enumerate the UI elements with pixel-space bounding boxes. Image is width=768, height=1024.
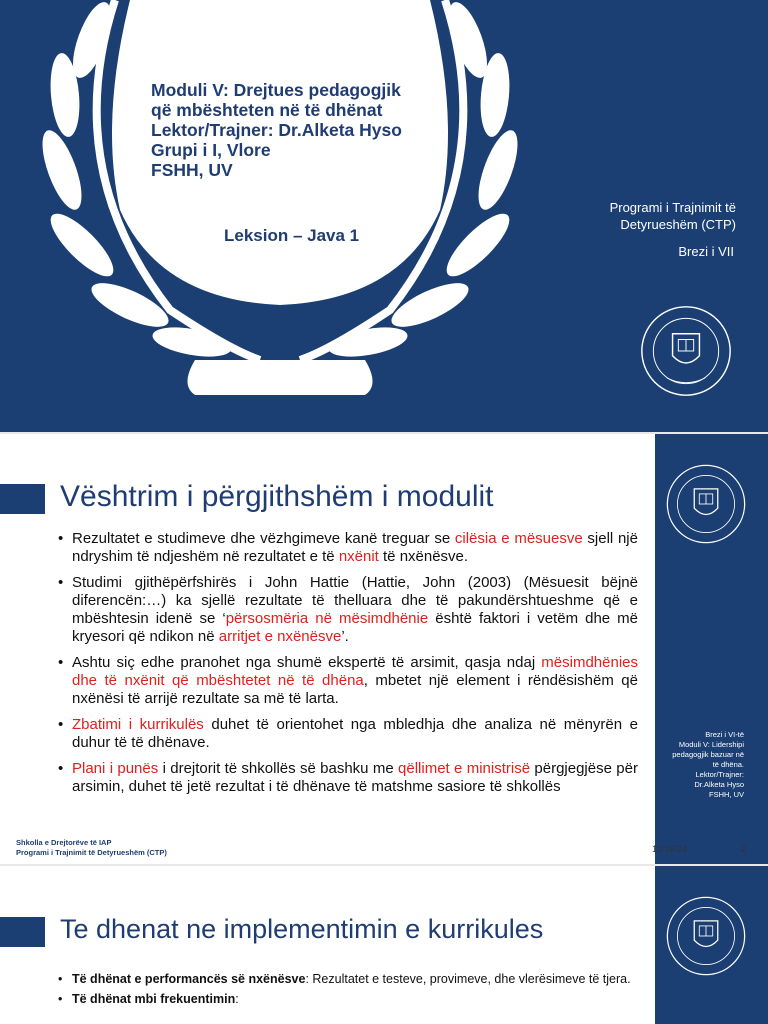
caption-line: FSHH, UV xyxy=(708,790,744,799)
laurel-wreath-icon xyxy=(20,0,580,432)
module-title xyxy=(151,80,451,180)
caption-line: Moduli V: Lidershipi xyxy=(678,740,744,749)
bold-span: Të dhënat mbi frekuentimin xyxy=(72,992,236,1006)
title-line: Moduli V: Drejtues pedagogjik xyxy=(151,80,401,100)
list-item xyxy=(58,992,638,1007)
list-item xyxy=(58,716,638,752)
footer-organization xyxy=(16,838,167,858)
bullet-list xyxy=(58,530,638,804)
list-item xyxy=(58,530,638,566)
text-span: Studimi gjithëpërfshirës i John Hattie (Hattie, John (2003) (Mësuesit bëjnë diferencën:…) ka sjellë rezultate të thelluara dhe të pakundërshtueshme që e mbështesin idenë se ‘ xyxy=(72,574,638,627)
caption-line: Brezi i VI-të xyxy=(705,730,744,739)
program-name xyxy=(536,199,736,233)
highlight-span: Plani i punës xyxy=(72,760,159,777)
school-seal-icon xyxy=(664,894,748,978)
list-item xyxy=(58,654,638,708)
highlight-span: cilësia e mësuesve xyxy=(454,530,583,547)
highlight-span: Zbatimi i kurrikulës xyxy=(72,716,204,733)
caption-line: të dhëna. xyxy=(712,760,744,769)
title-line: që mbështeten në të dhënat xyxy=(151,100,383,120)
heading-marker xyxy=(0,917,45,947)
text-span: Rezultatet e studimeve dhe vëzhgimeve kanë treguar se xyxy=(72,530,455,547)
text-span: i drejtorit të shkollës së bashku me xyxy=(158,760,399,777)
caption-line: Dr.Alketa Hyso xyxy=(694,780,744,789)
list-item xyxy=(58,972,638,987)
text-span: është faktori i vetëm dhe më kryesori që ndikon në xyxy=(72,610,639,645)
slide-heading: Vështrim i përgjithshëm i modulit xyxy=(60,480,494,513)
program-line: Detyrueshëm (CTP) xyxy=(620,217,736,232)
text-span: ’. xyxy=(341,628,349,645)
text-span: sjell një ndryshim të ndjeshëm në rezultatet e të xyxy=(72,530,638,565)
lesson-label: Leksion – Java 1 xyxy=(224,226,360,245)
overview-slide xyxy=(0,432,768,864)
list-item xyxy=(58,574,638,646)
program-line: Programi i Trajnimit të xyxy=(609,200,736,215)
highlight-span: përsosmëria në mësimdhënie xyxy=(225,610,429,627)
caption-line: Lektor/Trajner: xyxy=(695,770,744,779)
slide-heading: Te dhenat ne implementimin e kurrikules xyxy=(60,914,544,944)
text-span: : xyxy=(235,992,239,1006)
bold-span: Të dhënat e performancës së nxënësve xyxy=(72,972,306,986)
text-span: përgjegjëse për arsimin, duhet të jetë rezultat i të dhënave të matshme sasiore të shkollës xyxy=(72,760,638,795)
footer-line: Programi i Trajnimit të Detyrueshëm (CTP) xyxy=(16,848,167,857)
cohort-label: Brezi i VII xyxy=(678,244,734,259)
highlight-span: mësimdhënies dhe të nxënit që mbështetet në të dhëna xyxy=(72,654,638,689)
list-item xyxy=(58,760,638,796)
curriculum-data-slide xyxy=(0,864,768,1024)
school-seal-icon xyxy=(638,303,734,399)
title-line: Lektor/Trajner: Dr.Alketa Hyso xyxy=(151,120,402,140)
text-span: Ashtu siç edhe pranohet nga shumë ekspertë të arsimit, qasja ndaj xyxy=(72,654,542,671)
slide-date: 12/16/24 xyxy=(652,844,688,854)
text-span: , mbetet një element i rëndësishëm që nxënësi të arrijë rezultate sa më të larta. xyxy=(72,672,638,707)
side-caption xyxy=(654,730,744,800)
title-line: Grupi i I, Vlore xyxy=(151,140,271,160)
text-span: duhet të orientohet nga mbledhja dhe analiza në mënyrën e duhur të të dhënave. xyxy=(72,716,638,751)
slide-number: 2 xyxy=(741,844,747,854)
highlight-span: arritjet e nxënësve xyxy=(218,628,342,645)
text-span: të nxënësve. xyxy=(378,548,469,565)
caption-line: pedagogjik bazuar në xyxy=(672,750,744,759)
bullet-list xyxy=(58,972,638,1012)
heading-marker xyxy=(0,484,45,514)
title-slide xyxy=(0,0,768,432)
title-line: FSHH, UV xyxy=(151,160,233,180)
highlight-span: qëllimet e ministrisë xyxy=(398,760,531,777)
text-span: : Rezultatet e testeve, provimeve, dhe vlerësimeve të tjera. xyxy=(305,972,631,986)
highlight-span: nxënit xyxy=(338,548,379,565)
footer-line: Shkolla e Drejtorëve të IAP xyxy=(16,838,112,847)
school-seal-icon xyxy=(664,462,748,546)
